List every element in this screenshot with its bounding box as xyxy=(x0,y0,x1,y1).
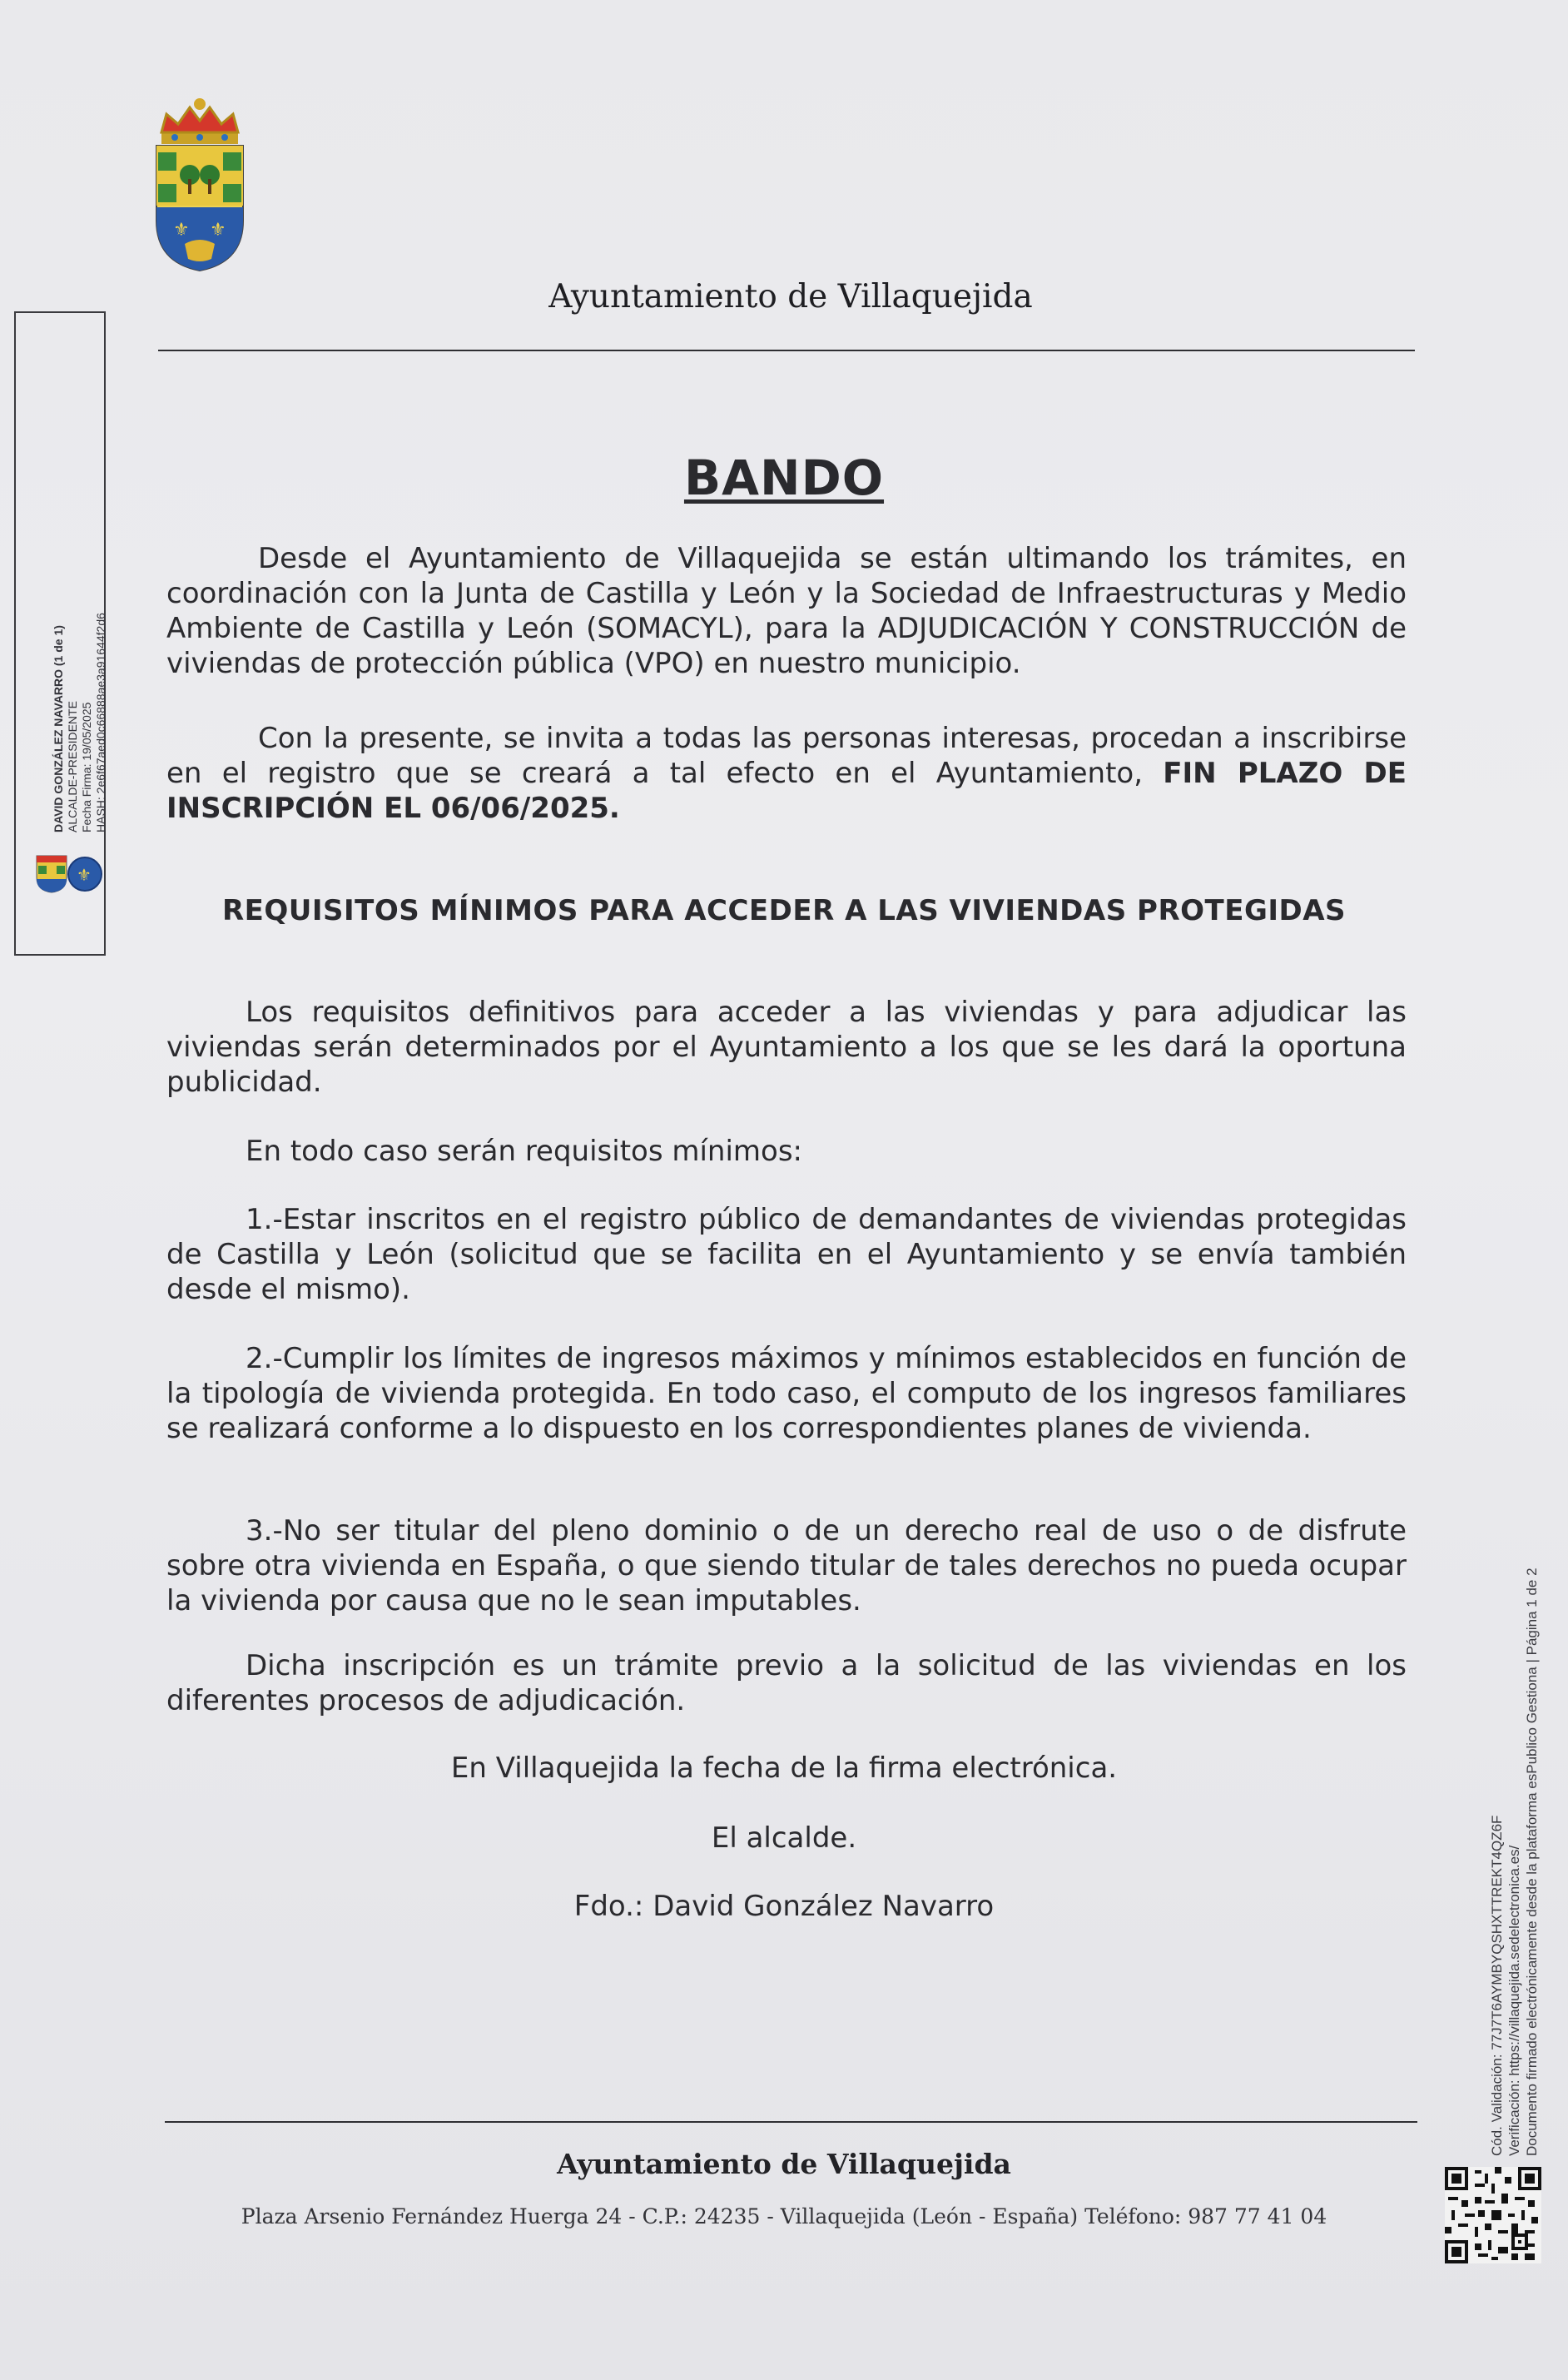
requirement-3-text: 3.-No ser titular del pleno dominio o de un derecho real de uso o de disfrute sobre otra vivienda en España, o que siendo titular de tales derechos no pueda ocupar la vivienda por causa que no le sean imputables. xyxy=(166,1514,1407,1617)
invitation-paragraph xyxy=(166,721,1407,826)
signer-name: DAVID GONZÁLEZ NAVARRO (1 de 1) xyxy=(52,625,65,832)
requirement-3 xyxy=(166,1513,1407,1618)
signature-hash: HASH: 2e6f67aed0c66888ae3a91644f2d6 xyxy=(94,613,107,832)
requirement-2 xyxy=(166,1341,1407,1446)
closing-paragraph xyxy=(166,1648,1407,1718)
footer-organization-name: Ayuntamiento de Villaquejida xyxy=(557,2148,1011,2180)
signer-role: ALCALDE-PRESIDENTE xyxy=(66,701,79,832)
requirements-intro-paragraph xyxy=(166,995,1407,1100)
intro-paragraph xyxy=(166,541,1407,681)
verification-url: Verificación: https://villaquejida.sedelectronica.es/ xyxy=(1506,1845,1522,2156)
svg-text:⚜: ⚜ xyxy=(210,220,226,241)
validation-code: Cód. Validación: 77J7T6AYMBYQSHXTTREKT4QZ6F xyxy=(1489,1815,1505,2156)
svg-text:⚜: ⚜ xyxy=(77,865,92,885)
place-date-line: En Villaquejida la fecha de la firma electrónica. xyxy=(450,1751,1118,1785)
requirement-2-text: 2.-Cumplir los límites de ingresos máximos y mínimos establecidos en función de la tipología de vivienda protegida. En todo caso, el computo de los ingresos familiares se realizará conforme a lo dispuesto en los correspondientes planes de vivienda. xyxy=(166,1342,1407,1445)
signature-stamp-text xyxy=(52,483,108,832)
minimum-requirements-lead xyxy=(166,1134,1407,1169)
requirement-1-text: 1.-Estar inscritos en el registro público de demandantes de viviendas protegidas de Castilla y León (solicitud que se facilita en el Ayuntamiento y se envía también desde el mismo). xyxy=(166,1203,1407,1306)
validation-strip xyxy=(1488,1448,1541,2156)
header-divider xyxy=(158,350,1415,351)
closing-text: Dicha inscripción es un trámite previo a la solicitud de las viviendas en los diferentes procesos de adjudicación. xyxy=(166,1649,1407,1717)
deadline-text: FIN PLAZO DE INSCRIPCIÓN EL 06/06/2025. xyxy=(166,757,1407,825)
svg-text:⚜: ⚜ xyxy=(173,220,190,241)
document-signed-note: Documento firmado electrónicamente desde la plataforma esPublico Gestiona | Página 1 de 2 xyxy=(1524,1568,1540,2156)
intro-text: Desde el Ayuntamiento de Villaquejida se están ultimando los trámites, en coordinación con la Junta de Castilla y León y la Sociedad de Infraestructuras y Medio Ambiente de Castilla y León (SOMACYL), para la ADJUDICACIÓN Y CONSTRUCCIÓN de viviendas de protección pública (VPO) en nuestro municipio. xyxy=(166,542,1407,680)
header-organization-name: Ayuntamiento de Villaquejida xyxy=(548,278,1033,316)
signer-name-line: Fdo.: David González Navarro xyxy=(573,1890,995,1923)
requirement-1 xyxy=(166,1202,1407,1307)
footer-divider xyxy=(165,2121,1417,2123)
footer-address: Plaza Arsenio Fernández Huerga 24 - C.P.: 24235 - Villaquejida (León - España) Teléfono: 987 77 41 04 xyxy=(241,2204,1327,2228)
minimum-requirements-text: En todo caso serán requisitos mínimos: xyxy=(246,1135,803,1168)
invitation-text: Con la presente, se invita a todas las personas interesas, procedan a inscribirse en el registro que se creará a tal efecto en el Ayuntamiento, xyxy=(166,722,1407,790)
coat-of-arms-logo xyxy=(150,96,250,272)
requirements-intro-text: Los requisitos definitivos para acceder a las viviendas y para adjudicar las viviendas serán determinados por el Ayuntamiento a los que se les dará la oportuna publicidad. xyxy=(166,996,1407,1099)
signature-crest-icon xyxy=(33,851,105,894)
signer-role-line: El alcalde. xyxy=(711,1821,857,1855)
document-title: BANDO xyxy=(683,450,885,506)
requirements-heading: REQUISITOS MÍNIMOS PARA ACCEDER A LAS VIVIENDAS PROTEGIDAS xyxy=(221,894,1347,927)
signature-date: Fecha Firma: 19/05/2025 xyxy=(80,702,93,832)
